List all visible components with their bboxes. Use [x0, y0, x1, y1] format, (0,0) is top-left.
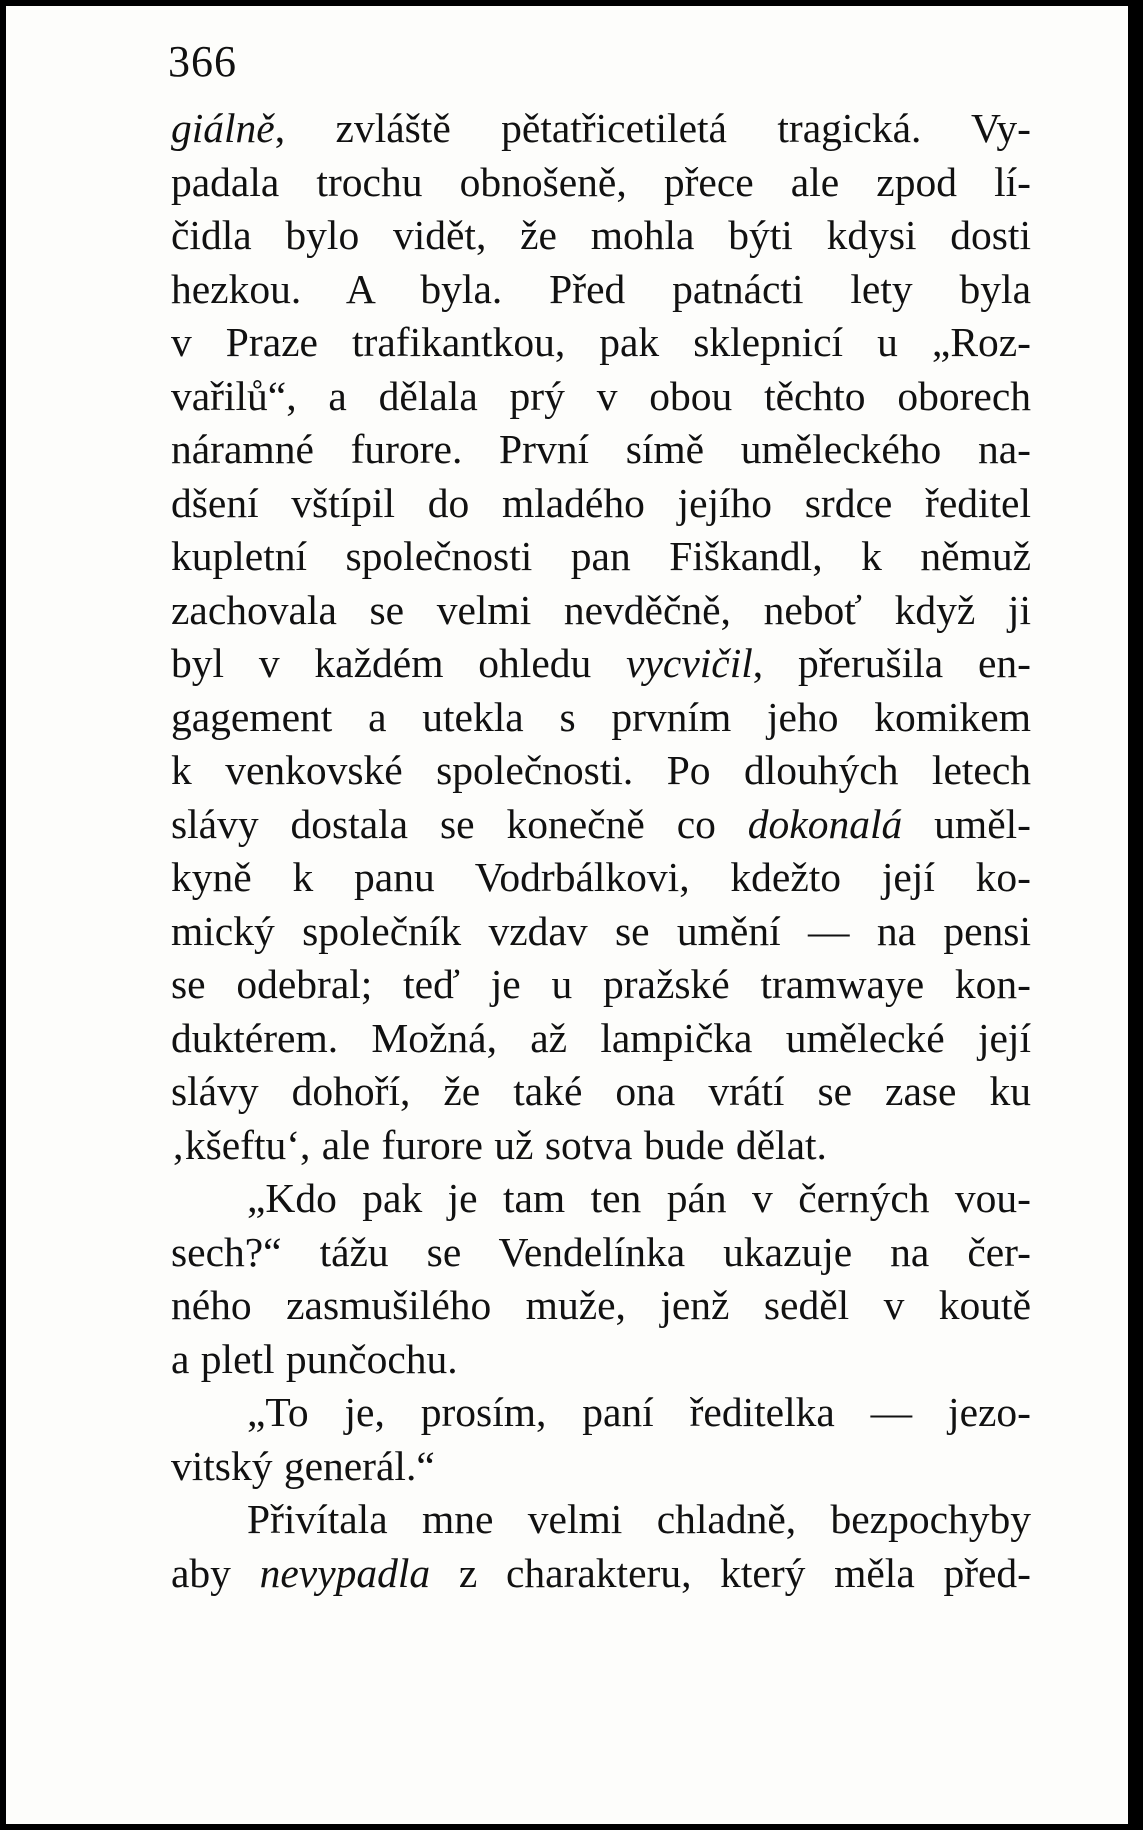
text-run: ného zasmušilého muže, jenž seděl v koutě — [171, 1282, 1031, 1328]
text-line — [171, 370, 1031, 424]
text-line — [171, 1065, 1031, 1119]
text-line — [171, 1172, 1031, 1226]
text-line — [171, 530, 1031, 584]
text-run: čidla bylo vidět, že mohla býti kdysi dosti — [171, 212, 1031, 258]
text-run: uměl- — [902, 800, 1031, 847]
text-line — [171, 263, 1031, 317]
text-line — [171, 209, 1031, 263]
text-line — [171, 316, 1031, 370]
text-run: z charakteru, který měla před- — [430, 1549, 1032, 1596]
text-run: a pletl punčochu. — [171, 1335, 458, 1382]
text-line — [171, 851, 1031, 905]
text-run: vařilů“, a dělala prý v obou těchto oborech — [171, 372, 1031, 419]
text-run: hezkou. A byla. Před patnácti lety byla — [171, 265, 1031, 312]
text-run: Přivítala mne velmi chladně, bezpochyby — [247, 1496, 1031, 1542]
text-run: dšení vštípil do mladého jejího srdce ředitel — [171, 479, 1031, 526]
text-run: slávy dostala se konečně co — [171, 800, 748, 847]
text-line — [171, 477, 1031, 531]
text-run: duktérem. Možná, až lampička umělecké její — [171, 1014, 1031, 1061]
text-run: se odebral; teď je u pražské tramwaye kon- — [171, 961, 1031, 1007]
text-run: , přerušila en- — [752, 640, 1031, 686]
text-run: slávy dohoří, že také ona vrátí se zase ku — [171, 1068, 1031, 1114]
italic-text: giálně — [171, 105, 275, 151]
text-line — [171, 1547, 1031, 1601]
text-run: náramné furore. První símě uměleckého na- — [171, 426, 1031, 472]
text-line — [171, 744, 1031, 798]
text-line — [171, 905, 1031, 959]
italic-text: nevypadla — [259, 1549, 431, 1596]
text-run: gagement a utekla s prvním jeho komikem — [171, 693, 1031, 740]
italic-text: vycvičil — [626, 640, 753, 686]
text-line — [171, 1012, 1031, 1066]
text-line — [171, 584, 1031, 638]
text-run: byl v každém ohledu — [171, 640, 627, 686]
text-run: padala trochu obnošeně, přece ale zpod lí- — [171, 158, 1031, 205]
text-run: ‚kšeftu‘, ale furore už sotva bude dělat. — [171, 1121, 827, 1168]
text-line — [171, 798, 1031, 852]
book-page — [6, 6, 1128, 1824]
text-run: „Kdo pak je tam ten pán v černých vou- — [247, 1175, 1031, 1221]
text-run: vitský generál.“ — [171, 1442, 435, 1489]
text-run: kyně k panu Vodrbálkovi, kdežto její ko- — [171, 854, 1031, 900]
text-run: mický společník vzdav se umění — na pensi — [171, 907, 1031, 954]
text-line — [171, 1333, 1031, 1387]
text-run: kupletní společnosti pan Fiškandl, k němuž — [171, 533, 1031, 579]
text-line — [171, 958, 1031, 1012]
text-line — [171, 1226, 1031, 1280]
text-run: , zvláště pětatřicetiletá tragická. Vy- — [274, 105, 1031, 151]
text-line — [171, 423, 1031, 477]
text-line — [171, 1440, 1031, 1494]
text-run: „To je, prosím, paní ředitelka — jezo- — [247, 1389, 1031, 1435]
text-line — [171, 1119, 1031, 1173]
text-line — [171, 1386, 1031, 1440]
text-run: zachovala se velmi nevděčně, neboť když ji — [171, 586, 1031, 633]
text-line — [171, 691, 1031, 745]
text-line — [171, 1493, 1031, 1547]
text-run: k venkovské společnosti. Po dlouhých letech — [171, 747, 1031, 793]
text-run: sech?“ tážu se Vendelínka ukazuje na čer- — [171, 1228, 1031, 1275]
text-run: v Praze trafikantkou, pak sklepnicí u „Roz- — [171, 319, 1031, 365]
text-line — [171, 156, 1031, 210]
text-line — [171, 102, 1031, 156]
text-line — [171, 1279, 1031, 1333]
page-number: 366 — [168, 37, 237, 86]
text-run: aby — [171, 1549, 260, 1596]
body-text — [171, 102, 1031, 1600]
italic-text: dokonalá — [747, 800, 903, 847]
text-line — [171, 637, 1031, 691]
